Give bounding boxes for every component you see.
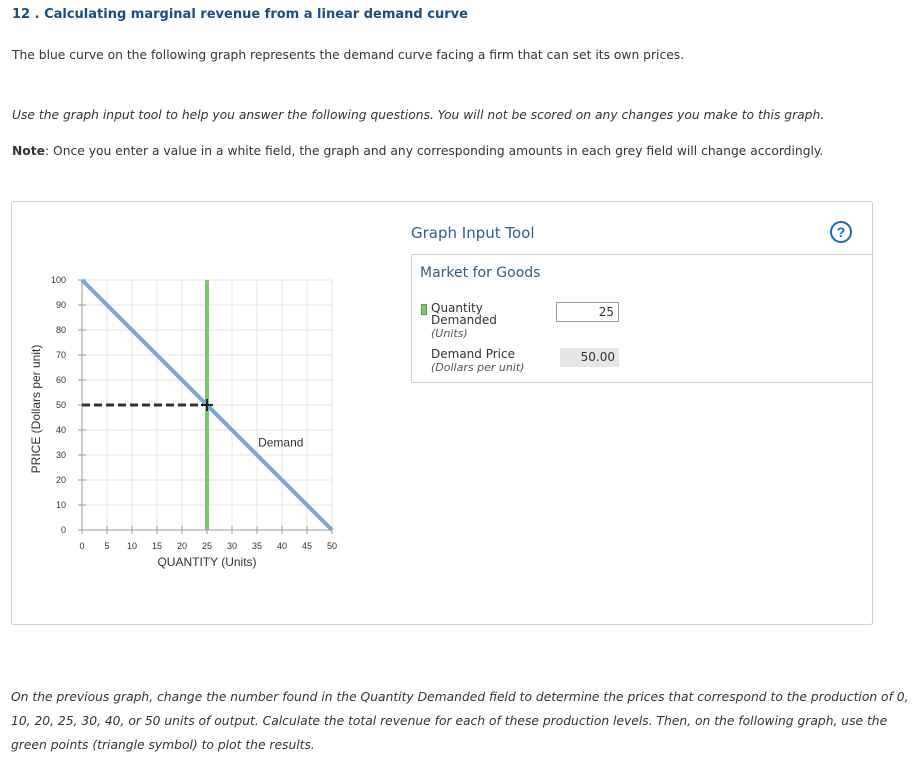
demand-price-value: 50.00 — [560, 348, 619, 367]
help-button[interactable]: ? — [830, 221, 852, 243]
y-tick-label: 0 — [60, 525, 66, 535]
intro-text: The blue curve on the following graph represents the demand curve facing a firm that can set its own prices. — [12, 48, 685, 62]
market-title: Market for Goods — [420, 265, 541, 281]
y-tick-label: 30 — [55, 450, 66, 460]
x-tick-label: 30 — [226, 541, 238, 551]
y-tick-label: 40 — [55, 425, 66, 435]
x-axis-label: QUANTITY (Units) — [157, 555, 257, 569]
quantity-demanded-input[interactable] — [556, 302, 619, 322]
note-label: Note — [12, 144, 45, 158]
x-tick-label: 5 — [104, 541, 110, 551]
y-tick-label: 90 — [55, 300, 66, 310]
followup-question-text: On the previous graph, change the number found in the Quantity Demanded field to determine the prices that correspond to the production of 0, 10, 20, 25, 30, 40, or 50 units of output. Calculate the total revenue for each of these production levels. Then, on the following graph, use the green points (triangle symbol) to plot the results. — [11, 690, 909, 752]
x-tick-label: 45 — [301, 541, 313, 551]
x-tick-label: 10 — [126, 541, 138, 551]
quantity-color-swatch — [421, 304, 427, 315]
chart-ticks — [51, 275, 337, 551]
x-tick-label: 40 — [276, 541, 288, 551]
y-axis-label: PRICE (Dollars per unit) — [29, 344, 43, 474]
y-tick-label: 50 — [55, 400, 66, 410]
y-tick-label: 100 — [50, 275, 66, 285]
x-tick-label: 0 — [79, 541, 85, 551]
demand-curve-label: Demand — [258, 435, 304, 450]
x-tick-label: 15 — [151, 541, 163, 551]
question-title: 12 . Calculating marginal revenue from a linear demand curve — [12, 7, 468, 22]
quantity-unit-label: (Units) — [431, 327, 468, 340]
y-tick-label: 60 — [55, 375, 66, 385]
graph-input-tool-title: Graph Input Tool — [411, 224, 535, 242]
x-tick-label: 35 — [251, 541, 263, 551]
y-tick-label: 10 — [55, 500, 66, 510]
x-tick-label: 25 — [201, 541, 213, 551]
price-unit-label: (Dollars per unit) — [431, 361, 525, 374]
instructions-text: Use the graph input tool to help you answer the following questions. You will not be scored on any changes you make to this graph. — [12, 108, 825, 122]
quantity-demanded-label: Quantity Demanded — [431, 301, 497, 327]
demand-price-label: Demand Price — [431, 347, 515, 361]
y-tick-label: 20 — [55, 475, 66, 485]
y-tick-label: 70 — [55, 350, 66, 360]
note-body: : Once you enter a value in a white field, the graph and any corresponding amounts in each grey field will change accordingly. — [44, 144, 824, 158]
y-tick-label: 80 — [55, 325, 66, 335]
x-tick-label: 50 — [326, 541, 338, 551]
x-tick-label: 20 — [176, 541, 188, 551]
